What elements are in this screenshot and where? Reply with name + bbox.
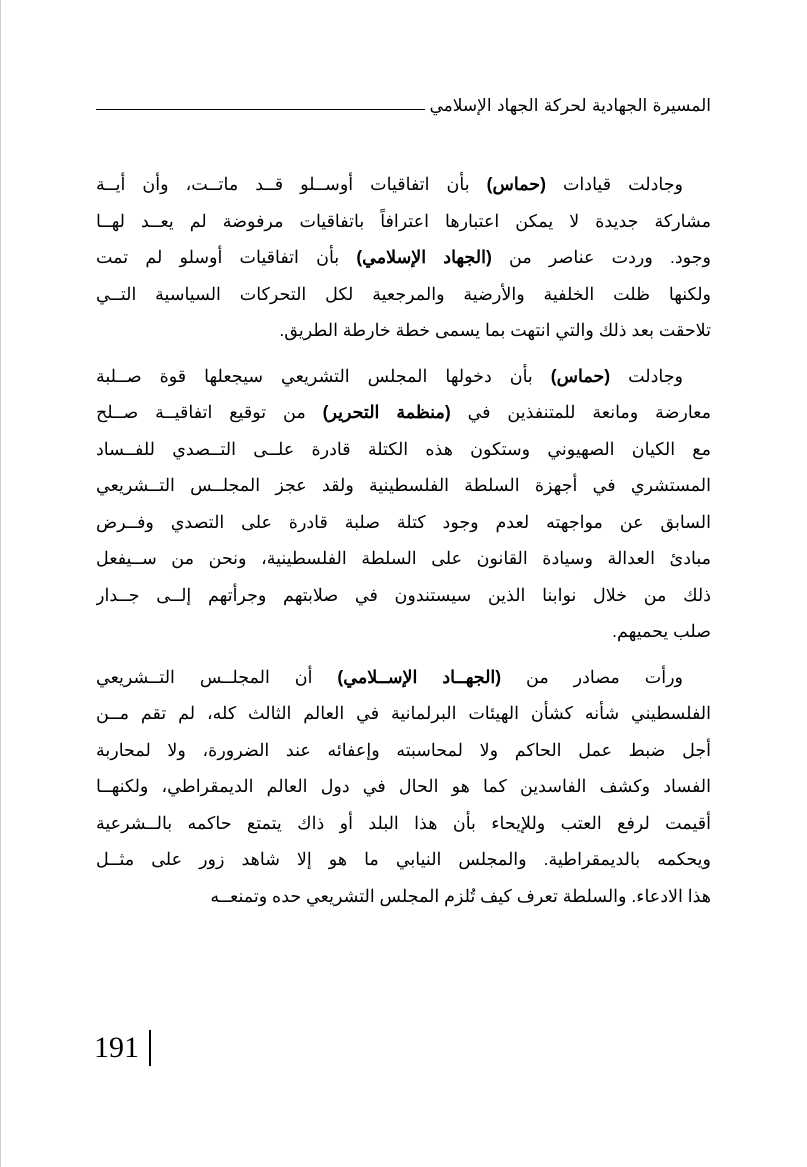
text-line [96,695,711,732]
text-line [96,358,711,395]
text-line [96,805,711,842]
text-segment: أن المجلــس التــشريعي [96,666,338,687]
body-text [96,166,711,923]
header-rule [96,109,425,110]
text-segment: ويحكمه بالديمقراطية. والمجلس النيابي ما هو إلا شاهد زور على مثــل [96,849,711,869]
text-segment: معارضة ومانعة للمتنفذين في [450,402,711,422]
text-segment: المستشري في أجهزة السلطة الفلسطينية ولقد عجز المجلــس التــشريعي [96,475,711,495]
text-line [96,841,711,878]
text-segment: تلاحقت بعد ذلك والتي انتهت بما يسمى خطة خارطة الطريق. [279,320,711,340]
text-segment: أجل ضبط عمل الحاكم ولا لمحاسبته وإعفائه عند الضرورة، ولا لمحاربة [96,739,711,760]
text-segment: بأن اتفاقيات أوســلو قــد ماتــت، وأن أيــة [96,174,487,194]
text-segment: وجود. وردت عناصر من [491,247,711,267]
page-edge [0,0,1,1167]
bold-term: (حماس) [550,365,611,386]
bold-term: (الجهاد الإسلامي) [356,247,492,267]
text-line [96,166,711,203]
text-segment: بأن دخولها المجلس التشريعي سيجعلها قوة صــلبة [96,365,551,386]
text-line [96,577,711,614]
text-segment: وجادلت [610,365,684,386]
text-line [96,732,711,769]
text-segment: وجادلت قيادات [545,174,683,194]
text-segment: ذلك من خلال نوابنا الذين سيستندون في صلابتهم وجرأتهم إلــى جــدار [96,584,711,605]
text-line [96,659,711,696]
text-segment: صلب يحميهم. [612,621,711,641]
text-line [96,312,711,349]
text-line [96,431,711,468]
running-header [96,88,711,116]
text-line [96,276,711,313]
text-line [96,504,711,541]
text-line [96,394,711,431]
text-line [96,203,711,240]
text-segment: من توقيع اتفاقيــة صــلح [96,402,323,422]
text-line [96,878,711,915]
text-segment: مبادئ العدالة وسيادة القانون على السلطة الفلسطينية، ونحن من ســيفعل [96,548,711,568]
text-segment: الفلسطيني شأنه كشأن الهيئات البرلمانية في العالم الثالث كله، لم تقم مــن [96,703,711,723]
bold-term: (حماس) [486,174,546,194]
bold-term: (الجهــاد الإســلامي) [337,666,502,687]
text-segment: الفساد وكشف الفاسدين كما هو الحال في دول العالم الديمقراطي، ولكنهــا [96,776,711,796]
text-segment: السابق عن مواجهته لعدم وجود كتلة صلبة قادرة على التصدي وفــرض [96,511,711,532]
text-segment: مع الكيان الصهيوني وستكون هذه الكتلة قادرة علــى التــصدي للفــساد [96,438,711,459]
text-line [96,613,711,650]
bold-term: (منظمة التحرير) [322,402,451,422]
text-segment: ورأت مصادر من [501,666,683,687]
text-segment: بأن اتفاقيات أوسلو لم تمت [96,247,357,267]
text-segment: ولكنها ظلت الخلفية والأرضية والمرجعية لكل التحركات السياسية التــي [96,283,711,304]
text-segment: مشاركة جديدة لا يمكن اعتبارها اعترافاً باتفاقيات مرفوضة لم يعــد لهــا [96,210,711,231]
paragraph [96,166,711,349]
paragraph [96,358,711,650]
page-number-value: 191 [94,1031,139,1064]
page-number-divider [149,1030,151,1066]
text-line [96,768,711,805]
text-line [96,239,711,276]
page-number [94,1030,151,1066]
paragraph [96,659,711,915]
text-segment: هذا الادعاء. والسلطة تعرف كيف تُلزم المجلس التشريعي حده وتمنعــه [210,885,711,906]
text-segment: أقيمت لرفع العتب وللإيحاء بأن هذا البلد أو ذاك يتمتع حاكمه بالــشرعية [96,812,711,833]
text-line [96,467,711,504]
header-title: المسيرة الجهادية لحركة الجهاد الإسلامي [429,96,711,116]
text-line [96,540,711,577]
